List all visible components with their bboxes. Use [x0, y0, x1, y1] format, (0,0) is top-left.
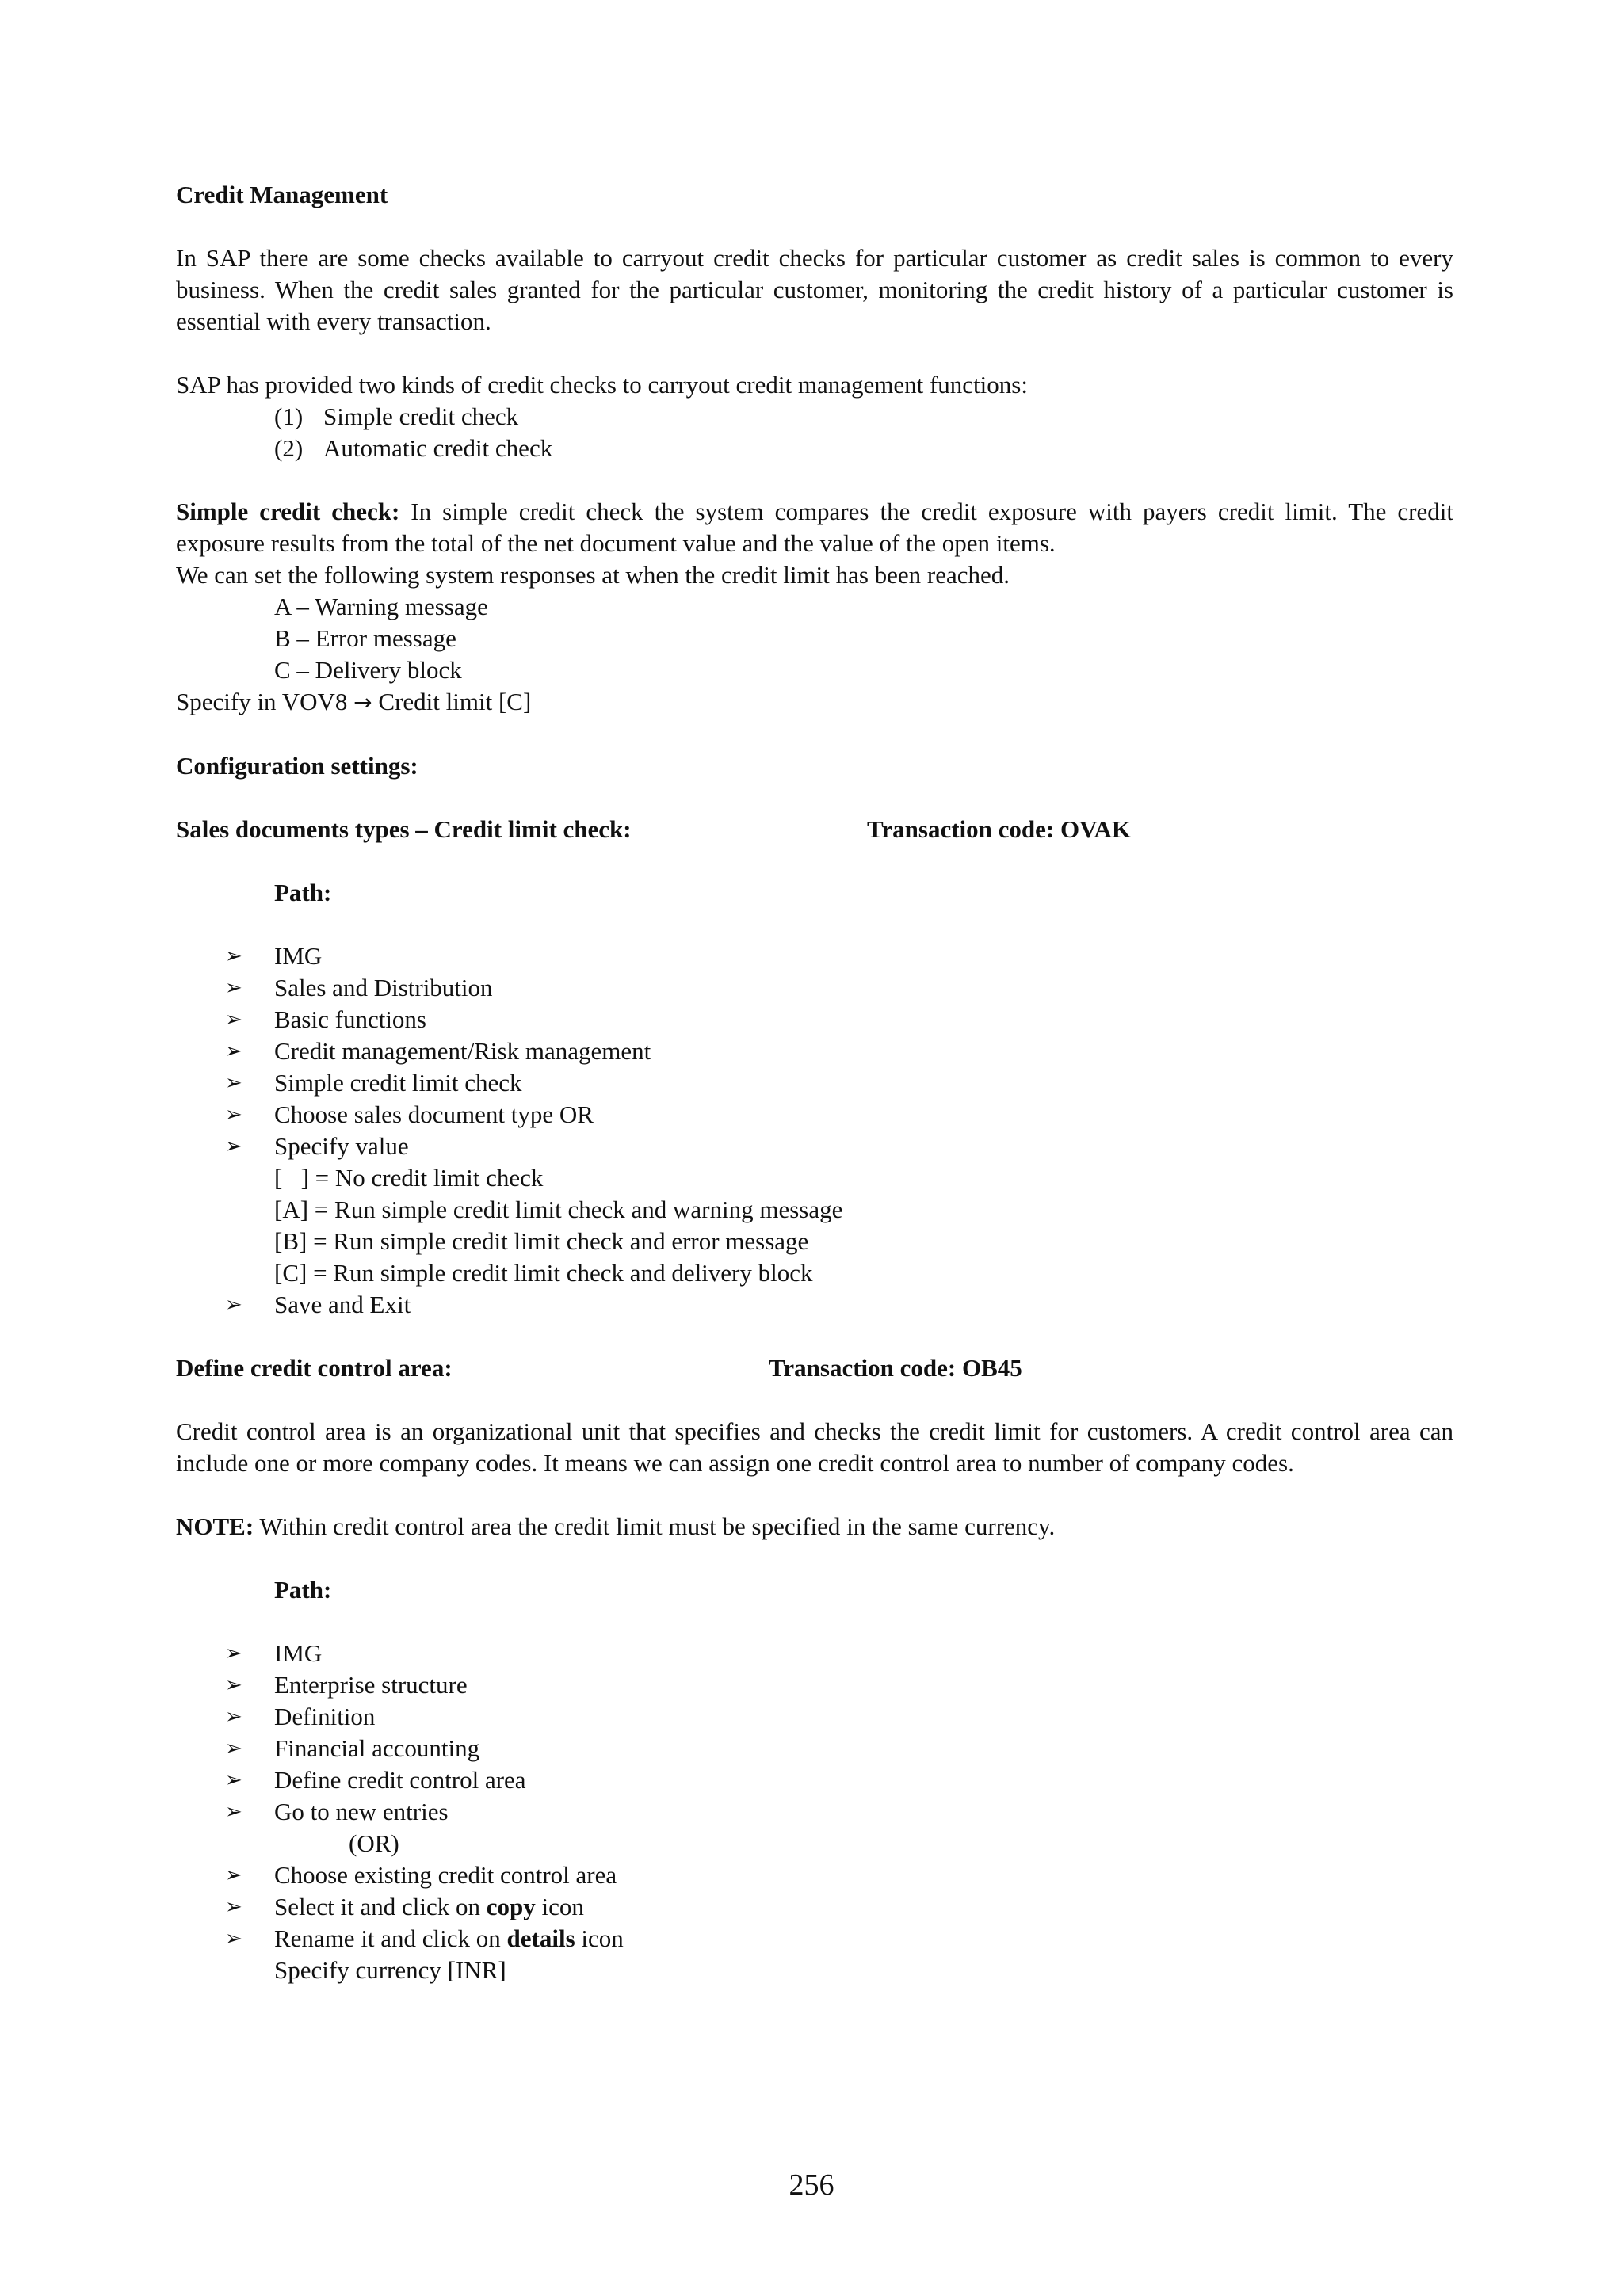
arrowhead-bullet-icon: ➢	[225, 1642, 242, 1665]
or-separator: (OR)	[349, 1829, 399, 1857]
list-item: [ ] = No credit limit check	[274, 1164, 544, 1192]
note-paragraph: NOTE: Within credit control area the credit limit must be specified in the same currency.	[176, 1512, 1056, 1540]
list-item: [B] = Run simple credit limit check and error message	[274, 1227, 809, 1255]
arrowhead-bullet-icon: ➢	[225, 1008, 242, 1032]
arrowhead-bullet-icon: ➢	[225, 1800, 242, 1824]
list-item: (2) Automatic credit check	[274, 434, 553, 462]
list-item: C – Delivery block	[274, 656, 462, 684]
arrowhead-bullet-icon: ➢	[225, 1863, 242, 1887]
simple-credit-check-paragraph: Simple credit check: In simple credit check the system compares the credit exposure with payers credit limit. The credit exposure results from the total of the net document value and the value of the open items.	[176, 498, 1453, 557]
path-label: Path:	[274, 1576, 332, 1604]
list-item: ➢ Sales and Distribution	[176, 972, 1453, 1004]
arrowhead-bullet-icon: ➢	[225, 1927, 242, 1951]
list-item: ➢ Choose sales document type OR	[176, 1099, 1453, 1131]
list-item: (1) Simple credit check	[274, 402, 519, 430]
list-item: ➢ Choose existing credit control area	[176, 1859, 1453, 1891]
section-title: Sales documents types – Credit limit check:	[176, 815, 632, 843]
arrowhead-bullet-icon: ➢	[225, 1895, 242, 1919]
specify-currency-line: Specify currency [INR]	[274, 1956, 506, 1984]
arrowhead-bullet-icon: ➢	[225, 1135, 242, 1158]
page-number: 256	[789, 2168, 834, 2202]
list-item: A – Warning message	[274, 593, 488, 620]
arrowhead-bullet-icon: ➢	[225, 944, 242, 968]
credit-control-area-paragraph: Credit control area is an organizational unit that specifies and checks the credit limit for customers. A credit control area can include one or more company codes. It means we can assign one credit control area to number of company codes.	[176, 1417, 1453, 1477]
arrowhead-bullet-icon: ➢	[225, 1039, 242, 1063]
list-item: ➢ Financial accounting	[176, 1733, 1453, 1764]
right-arrow-icon: →	[353, 689, 372, 715]
section-title: Define credit control area:	[176, 1354, 453, 1382]
arrowhead-bullet-icon: ➢	[225, 1673, 242, 1697]
ovak-path-list	[176, 940, 1453, 1162]
list-item: ➢ Rename it and click on details icon	[176, 1923, 1453, 1955]
path-label: Path:	[274, 879, 332, 906]
transaction-code: Transaction code: OB45	[769, 1354, 1022, 1382]
arrowhead-bullet-icon: ➢	[225, 1768, 242, 1792]
list-item: ➢ Select it and click on copy icon	[176, 1891, 1453, 1923]
list-item: ➢ Credit management/Risk management	[176, 1035, 1453, 1067]
note-label: NOTE:	[176, 1512, 254, 1540]
list-item: ➢ Define credit control area	[176, 1764, 1453, 1796]
arrowhead-bullet-icon: ➢	[225, 976, 242, 1000]
list-item: ➢ Enterprise structure	[176, 1669, 1453, 1701]
section-heading-ob45	[176, 1352, 1453, 1384]
arrowhead-bullet-icon: ➢	[225, 1705, 242, 1729]
list-item: ➢ Go to new entries	[176, 1796, 1453, 1828]
responses-intro: We can set the following system responses at when the credit limit has been reached.	[176, 561, 1010, 589]
list-item: ➢ Simple credit limit check	[176, 1067, 1453, 1099]
list-item: ➢ Definition	[176, 1701, 1453, 1733]
arrowhead-bullet-icon: ➢	[225, 1737, 242, 1760]
system-responses-list	[176, 591, 1453, 686]
config-heading: Configuration settings:	[176, 752, 418, 780]
list-item: ➢ Save and Exit	[176, 1289, 1453, 1321]
page-title: Credit Management	[176, 181, 388, 208]
specify-line: Specify in VOV8 → Credit limit [C]	[176, 688, 532, 715]
arrowhead-bullet-icon: ➢	[225, 1071, 242, 1095]
list-item: ➢ IMG	[176, 1638, 1453, 1669]
transaction-code: Transaction code: OVAK	[867, 815, 1131, 843]
document-page	[176, 179, 1453, 1986]
arrowhead-bullet-icon: ➢	[225, 1293, 242, 1317]
list-item: ➢ Specify value	[176, 1131, 1453, 1162]
list-item: ➢ IMG	[176, 940, 1453, 972]
list-item: [A] = Run simple credit limit check and warning message	[274, 1196, 843, 1223]
list-item: ➢ Basic functions	[176, 1004, 1453, 1035]
kinds-intro: SAP has provided two kinds of credit checks to carryout credit management functions:	[176, 371, 1028, 399]
intro-paragraph: In SAP there are some checks available to carryout credit checks for particular customer as credit sales is common to every business. When the credit sales granted for the particular customer, monitoring the credit history of a particular customer is essential with every transaction.	[176, 244, 1453, 335]
ob45-path-list	[176, 1638, 1453, 1828]
credit-check-kinds-list	[176, 401, 1453, 464]
list-item: B – Error message	[274, 624, 456, 652]
section-heading-ovak	[176, 814, 1453, 845]
simple-credit-check-label: Simple credit check:	[176, 498, 400, 525]
list-item: [C] = Run simple credit limit check and delivery block	[274, 1259, 813, 1287]
credit-limit-values-list	[176, 1162, 1453, 1289]
arrowhead-bullet-icon: ➢	[225, 1103, 242, 1127]
